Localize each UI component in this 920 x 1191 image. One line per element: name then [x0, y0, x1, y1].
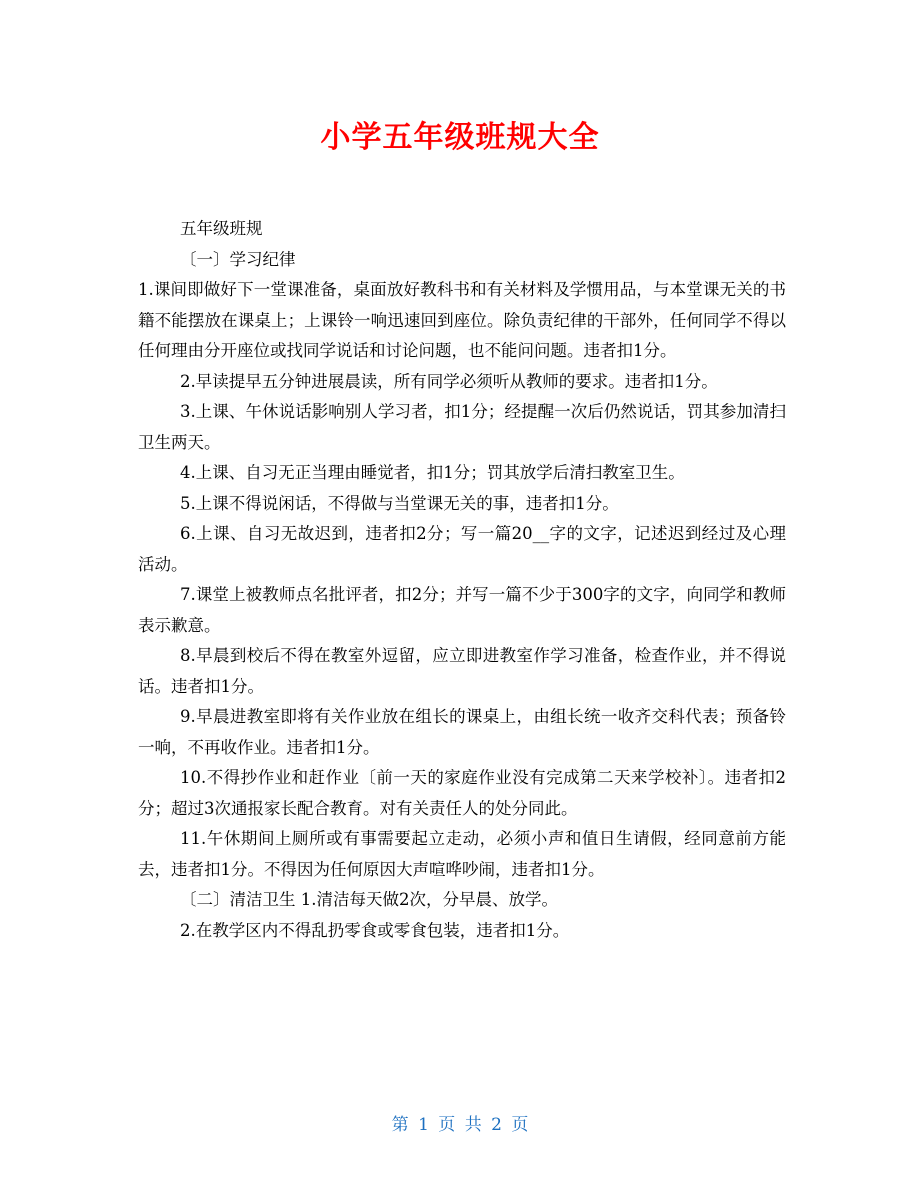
rule-paragraph-10: 10.不得抄作业和赶作业〔前一天的家庭作业没有完成第二天来学校补〕。违者扣2分；超过3次通报家长配合教育。对有关责任人的处分同此。 [138, 768, 786, 818]
section-heading: 五年级班规 [180, 219, 263, 238]
subsection-heading-study-discipline: 〔一〕学习纪律 [180, 249, 296, 269]
rule-paragraph-3: 3.上课、午休说话影响别人学习者，扣1分；经提醒一次后仍然说话，罚其参加清扫卫生两天。 [138, 402, 786, 452]
rule-paragraph-6: 6.上课、自习无故迟到，违者扣2分；写一篇20__字的文字，记述迟到经过及心理活动。 [138, 524, 786, 574]
rule-paragraph-2: 2.早读提早五分钟进展晨读，所有同学必须听从教师的要求。违者扣1分。 [180, 371, 718, 391]
rule-paragraph-8: 8.早晨到校后不得在教室外逗留，应立即进教室作学习准备，检查作业，并不得说话。违者扣1分。 [138, 646, 786, 696]
rule-paragraph-1: 1.课间即做好下一堂课准备，桌面放好教科书和有关材料及学惯用品，与本堂课无关的书籍不能摆放在课桌上；上课铃一响迅速回到座位。除负责纪律的干部外，任何同学不得以任何理由分开座位或找同学说话和讨论问题，也不能问问题。违者扣1分。 [138, 280, 786, 360]
rule-paragraph-11: 11.午休期间上厕所或有事需要起立走动，必须小声和值日生请假，经同意前方能去，违者扣1分。不得因为任何原因大声喧哗吵闹，违者扣1分。 [138, 829, 786, 879]
subsection-heading-cleaning: 〔二〕清洁卫生 1.清洁每天做2次，分早晨、放学。 [180, 890, 558, 909]
document-title: 小学五年级班规大全 [320, 120, 600, 155]
rule-paragraph-5: 5.上课不得说闲话，不得做与当堂课无关的事，违者扣1分。 [180, 493, 619, 513]
document-body [138, 214, 786, 946]
rule-paragraph-7: 7.课堂上被教师点名批评者，扣2分；并写一篇不少于300字的文字，向同学和教师表示歉意。 [138, 585, 786, 635]
page-number-footer: 第 1 页 共 2 页 [391, 1115, 529, 1135]
cleaning-rule-paragraph-2: 2.在教学区内不得乱扔零食或零食包装，违者扣1分。 [180, 920, 570, 940]
rule-paragraph-9: 9.早晨进教室即将有关作业放在组长的课桌上，由组长统一收齐交科代表；预备铃一响，不再收作业。违者扣1分。 [138, 707, 786, 757]
rule-paragraph-4: 4.上课、自习无正当理由睡觉者，扣1分；罚其放学后清扫教室卫生。 [180, 463, 685, 482]
